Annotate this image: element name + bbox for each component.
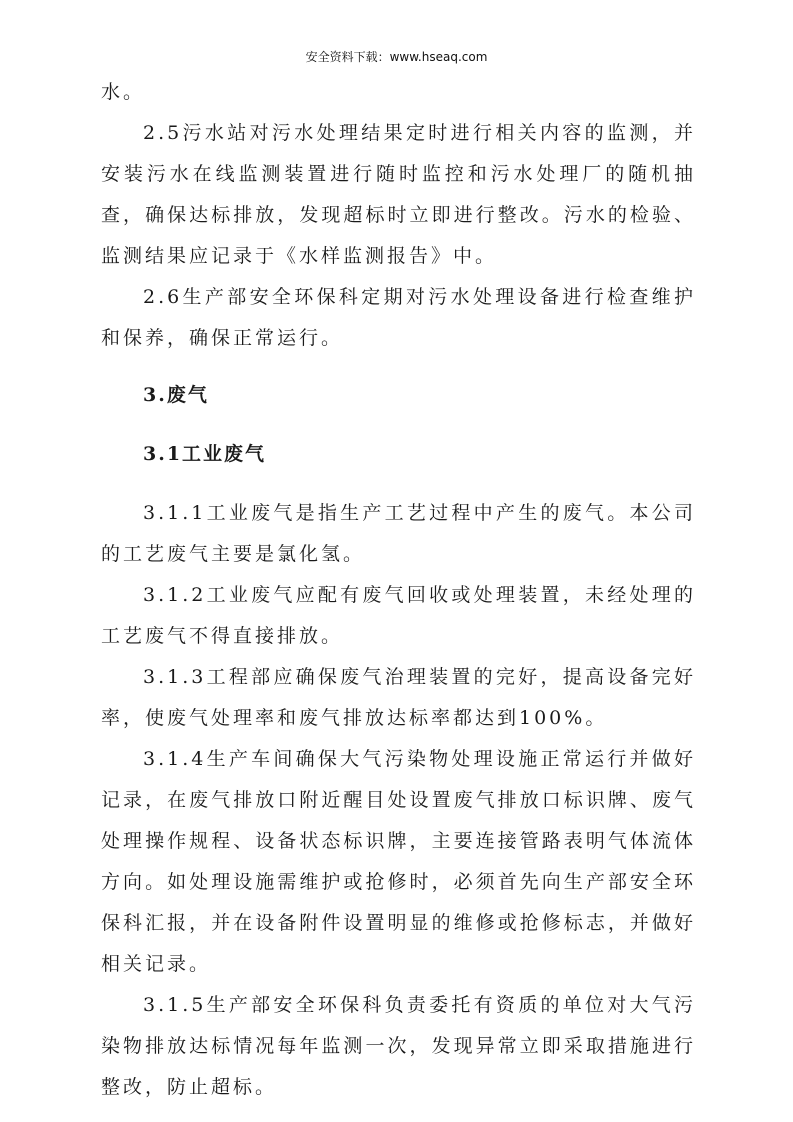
paragraph-3-1-5: 3.1.5生产部安全环保科负责委托有资质的单位对大气污染物排放达标情况每年监测一次，发现异常立即采取措施进行整改，防止超标。 [101, 994, 696, 1098]
paragraph-3-1-2: 3.1.2工业废气应配有废气回收或处理装置，未经处理的工艺废气不得直接排放。 [101, 584, 696, 647]
page-header: 安全资料下载：www.hseaq.com [305, 50, 488, 64]
section-heading-exhaust-gas: 3.废气 [143, 384, 209, 406]
paragraph-3-1-4: 3.1.4生产车间确保大气污染物处理设施正常运行并做好记录，在废气排放口附近醒目处设置废气排放口标识牌、废气处理操作规程、设备状态标识牌，主要连接管路表明气体流体方向。如处理设施需维护或抢修时，必须首先向生产部安全环保科汇报，并在设备附件设置明显的维修或抢修标志，并做好相关记录。 [101, 748, 696, 975]
paragraph-continuation: 水。 [101, 81, 146, 103]
paragraph-3-1-3: 3.1.3工程部应确保废气治理装置的完好，提高设备完好率，使废气处理率和废气排放达标率都达到100%。 [101, 666, 696, 729]
paragraph-2-5: 2.5污水站对污水处理结果定时进行相关内容的监测，并安装污水在线监测装置进行随时监控和污水处理厂的随机抽查，确保达标排放，发现超标时立即进行整改。污水的检验、监测结果应记录于《水样监测报告》中。 [101, 122, 696, 267]
paragraph-3-1-1: 3.1.1工业废气是指生产工艺过程中产生的废气。本公司的工艺废气主要是氯化氢。 [101, 502, 696, 565]
paragraph-2-6: 2.6生产部安全环保科定期对污水处理设备进行检查维护和保养，确保正常运行。 [101, 286, 696, 349]
subsection-heading-industrial-exhaust: 3.1工业废气 [143, 443, 267, 465]
document-body [101, 72, 696, 1108]
